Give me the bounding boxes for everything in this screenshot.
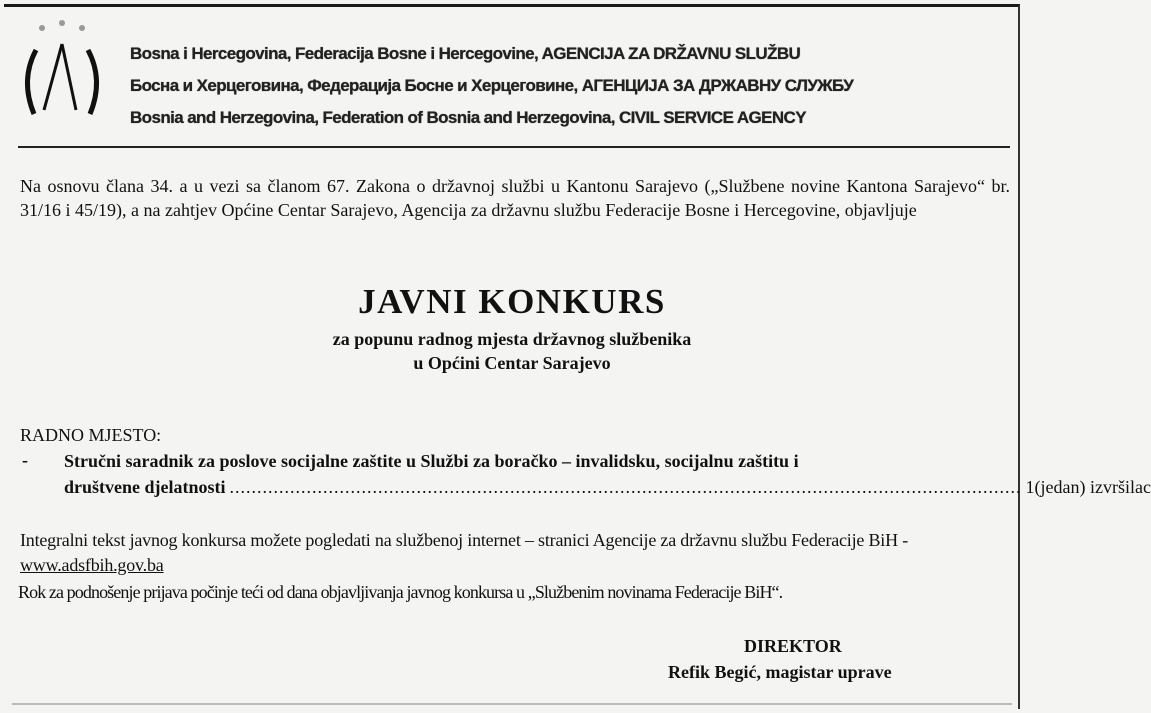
bottom-edge <box>12 703 1012 705</box>
position-title-line1: Stručni saradnik za poslove socijalne zaštite u Službi za boračko – invalidsku, socijalnu zaštitu i <box>64 451 799 471</box>
agency-header <box>130 38 1010 134</box>
intro-paragraph: Na osnovu člana 34. a u vezi sa članom 67. Zakona o državnoj službi u Kantonu Sarajevo („Službene novine Kantona Sarajevo“ br. 31/16 i 45/19), a na zahtjev Općine Centar Sarajevo, Agencija za državnu službu Federacije Bosne i Hercegovine, objavljuje <box>20 176 1010 220</box>
signature-title: DIREKTOR <box>744 636 842 656</box>
position-bullet: - <box>22 450 28 470</box>
position-title-end: društvene djelatnosti <box>64 477 226 497</box>
agency-website-link[interactable]: www.adsfbih.gov.ba <box>20 555 164 575</box>
integral-text: Integralni tekst javnog konkursa možete pogledati na službenoj internet – stranici Agencije za državnu službu Federacije BiH - <box>20 530 909 550</box>
notice-subtitle-2: u Općini Centar Sarajevo <box>413 353 611 373</box>
agency-logo-icon <box>14 18 110 130</box>
header-divider <box>18 146 1010 148</box>
header-line-serbian: Босна и Херцеговина, Федерација Босне и Херцеговине, АГЕНЦИЈА ЗА ДРЖАВНУ СЛУЖБУ <box>130 76 854 95</box>
integral-text-paragraph <box>20 528 1006 578</box>
signature-name: Refik Begić, magistar uprave <box>668 662 892 682</box>
position-count: 1(jedan) izvršilac <box>1025 477 1151 497</box>
position-label: RADNO MJESTO: <box>20 425 162 445</box>
header-line-bosnian: Bosna i Hercegovina, Federacija Bosne i Hercegovine, AGENCIJA ZA DRŽAVNU SLUŽBU <box>130 44 801 63</box>
leader-dots: ................................................................................................................................................ <box>229 477 1022 497</box>
header-line-english: Bosnia and Herzegovina, Federation of Bosnia and Herzegovina, CIVIL SERVICE AGENCY <box>130 108 806 127</box>
deadline-text: Rok za podnošenje prijava počinje teći od dana objavljivanja javnog konkursa u „Službenim novinama Federacije BiH“. <box>18 582 783 602</box>
position-title-line2 <box>64 474 1151 500</box>
notice-title: JAVNI KONKURS <box>358 282 666 321</box>
notice-subtitle-1: za popunu radnog mjesta državnog službenika <box>332 329 692 349</box>
